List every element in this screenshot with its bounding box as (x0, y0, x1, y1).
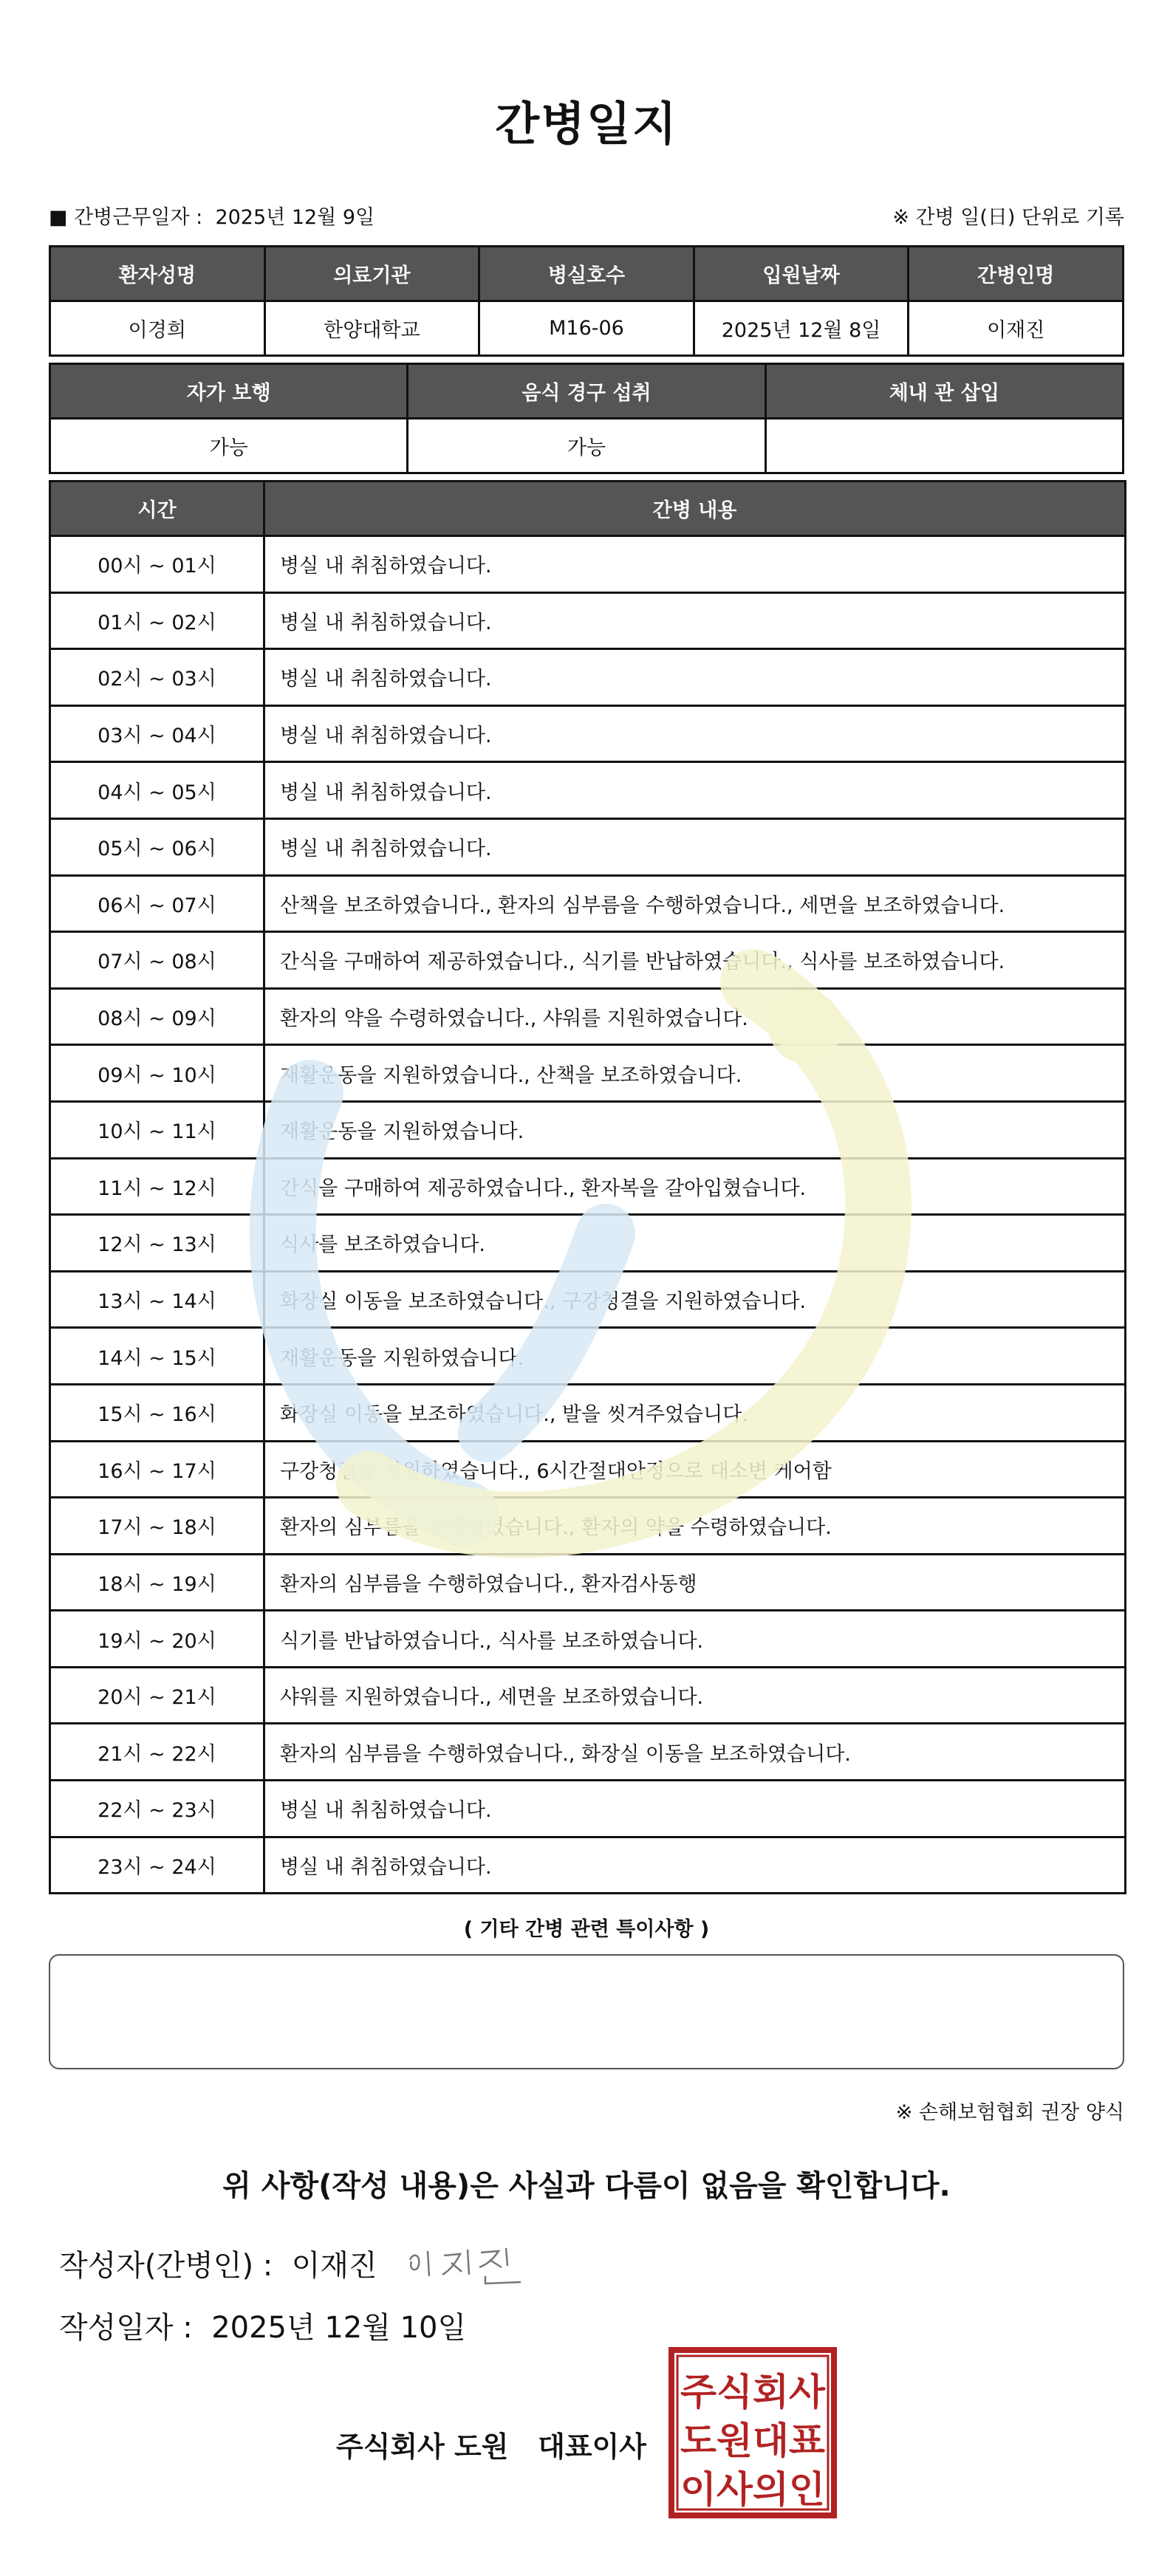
log-content: 간식을 구매하여 제공하였습니다., 환자복을 갈아입혔습니다. (264, 1158, 1126, 1215)
log-time: 19시 ~ 20시 (50, 1611, 264, 1668)
patient-name: 이경희 (50, 301, 265, 356)
log-time: 14시 ~ 15시 (50, 1328, 264, 1385)
log-time: 10시 ~ 11시 (50, 1101, 264, 1158)
company-name: 주식회사 도원 (336, 2431, 509, 2463)
room-number: M16-06 (479, 301, 694, 356)
log-body (50, 536, 1126, 1894)
log-time: 04시 ~ 05시 (50, 762, 264, 819)
log-content: 재활운동을 지원하였습니다. (264, 1101, 1126, 1158)
notes-box (49, 1954, 1124, 2069)
log-row (50, 1101, 1126, 1158)
log-content: 산책을 보조하였습니다., 환자의 심부름을 수행하였습니다., 세면을 보조하였습니다. (264, 875, 1126, 932)
log-row (50, 762, 1126, 819)
tube-insertion-value (765, 419, 1123, 473)
log-header-row (50, 482, 1126, 536)
log-content: 병실 내 취침하였습니다. (264, 762, 1126, 819)
log-content: 병실 내 취침하였습니다. (264, 705, 1126, 762)
header-admission-date: 입원날짜 (694, 247, 909, 301)
log-content: 재활운동을 지원하였습니다., 산책을 보조하였습니다. (264, 1045, 1126, 1102)
log-time: 11시 ~ 12시 (50, 1158, 264, 1215)
log-row (50, 1158, 1126, 1215)
seal-text-line-3: 이사의인 (680, 2468, 825, 2511)
header-oral-intake: 음식 경구 섭취 (408, 364, 765, 419)
log-row (50, 1328, 1126, 1385)
log-time: 08시 ~ 09시 (50, 988, 264, 1045)
log-row (50, 1498, 1126, 1555)
written-date-line (59, 2304, 466, 2346)
header-time: 시간 (50, 482, 264, 536)
log-time: 20시 ~ 21시 (50, 1667, 264, 1724)
writer-name: 이재진 (291, 2249, 377, 2283)
log-content: 식기를 반납하였습니다., 식사를 보조하였습니다. (264, 1611, 1126, 1668)
page-title: 간병일지 (495, 97, 678, 151)
company-line (336, 2424, 646, 2464)
log-row (50, 1837, 1126, 1894)
log-content: 환자의 심부름을 수행하였습니다., 환자의 약을 수령하였습니다. (264, 1498, 1126, 1555)
log-time: 05시 ~ 06시 (50, 818, 264, 875)
log-content: 화장실 이동을 보조하였습니다., 구강청결을 지원하였습니다. (264, 1271, 1126, 1328)
company-seal-stamp (668, 2347, 837, 2518)
log-row (50, 705, 1126, 762)
log-content: 환자의 심부름을 수행하였습니다., 환자검사동행 (264, 1554, 1126, 1611)
work-date-value: 2025년 12월 9일 (215, 206, 375, 229)
log-content: 재활운동을 지원하였습니다. (264, 1328, 1126, 1385)
patient-status-table (49, 363, 1124, 474)
log-row (50, 1667, 1126, 1724)
log-row (50, 649, 1126, 706)
record-unit-note: ※ 간병 일(日) 단위로 기록 (892, 206, 1124, 229)
log-time: 18시 ~ 19시 (50, 1554, 264, 1611)
patient-status-value-row (50, 419, 1124, 473)
hourly-care-log-table (49, 480, 1126, 1894)
self-walking-value: 가능 (50, 419, 408, 473)
log-content: 병실 내 취침하였습니다. (264, 536, 1126, 593)
log-time: 22시 ~ 23시 (50, 1781, 264, 1837)
header-room: 병실호수 (479, 247, 694, 301)
log-content: 병실 내 취침하였습니다. (264, 592, 1126, 649)
written-date-value: 2025년 12월 10일 (211, 2311, 467, 2345)
patient-info-table (49, 245, 1124, 357)
caregiver-name: 이재진 (909, 301, 1124, 356)
log-content: 병실 내 취침하였습니다. (264, 818, 1126, 875)
header-tube-insertion: 체내 관 삽입 (765, 364, 1123, 419)
log-time: 01시 ~ 02시 (50, 592, 264, 649)
header-hospital: 의료기관 (264, 247, 479, 301)
log-row (50, 1781, 1126, 1837)
log-row (50, 818, 1126, 875)
log-content: 화장실 이동을 보조하였습니다., 발을 씻겨주었습니다. (264, 1384, 1126, 1441)
notes-title: ( 기타 간병 관련 특이사항 ) (463, 1918, 710, 1941)
seal-text-line-1: 주식회사 (680, 2371, 826, 2414)
log-content: 식사를 보조하였습니다. (264, 1215, 1126, 1272)
log-row (50, 1045, 1126, 1102)
log-content: 병실 내 취침하였습니다. (264, 1781, 1126, 1837)
log-content: 병실 내 취침하였습니다. (264, 1837, 1126, 1894)
log-time: 12시 ~ 13시 (50, 1215, 264, 1272)
log-row (50, 1215, 1126, 1272)
log-time: 06시 ~ 07시 (50, 875, 264, 932)
log-row (50, 1554, 1126, 1611)
header-care-content: 간병 내용 (264, 482, 1126, 536)
patient-info-header-row (50, 247, 1124, 301)
writer-line (59, 2242, 377, 2284)
log-time: 09시 ~ 10시 (50, 1045, 264, 1102)
seal-text-line-2: 도원대표 (680, 2419, 826, 2462)
header-patient-name: 환자성명 (50, 247, 265, 301)
handwritten-signature (403, 2238, 536, 2289)
log-time: 02시 ~ 03시 (50, 649, 264, 706)
writer-label: 작성자(간병인) : (59, 2249, 273, 2283)
work-date-line (49, 201, 375, 230)
log-content: 환자의 심부름을 수행하였습니다., 화장실 이동을 보조하였습니다. (264, 1724, 1126, 1781)
log-content: 병실 내 취침하였습니다. (264, 649, 1126, 706)
header-caregiver-name: 간병인명 (909, 247, 1124, 301)
oral-intake-value: 가능 (408, 419, 765, 473)
log-row (50, 592, 1126, 649)
log-time: 03시 ~ 04시 (50, 705, 264, 762)
log-row (50, 1611, 1126, 1668)
patient-status-header-row (50, 364, 1124, 419)
log-time: 21시 ~ 22시 (50, 1724, 264, 1781)
confirmation-statement: 위 사항(작성 내용)은 사실과 다름이 없음을 확인합니다. (222, 2169, 951, 2203)
log-time: 15시 ~ 16시 (50, 1384, 264, 1441)
log-row (50, 1271, 1126, 1328)
log-row (50, 1724, 1126, 1781)
log-row (50, 1384, 1126, 1441)
work-date-label: ■ 간병근무일자 : (49, 206, 203, 229)
log-content: 샤워를 지원하였습니다., 세면을 보조하였습니다. (264, 1667, 1126, 1724)
company-role: 대표이사 (538, 2431, 647, 2463)
log-row (50, 875, 1126, 932)
written-date-label: 작성일자 : (59, 2311, 193, 2345)
log-row (50, 536, 1126, 593)
patient-info-value-row (50, 301, 1124, 356)
log-time: 13시 ~ 14시 (50, 1271, 264, 1328)
admission-date: 2025년 12월 8일 (694, 301, 909, 356)
log-time: 00시 ~ 01시 (50, 536, 264, 593)
log-row (50, 1441, 1126, 1498)
log-time: 17시 ~ 18시 (50, 1498, 264, 1555)
log-content: 간식을 구매하여 제공하였습니다., 식기를 반납하였습니다., 식사를 보조하였습니다. (264, 932, 1126, 989)
log-content: 환자의 약을 수령하였습니다., 샤워를 지원하였습니다. (264, 988, 1126, 1045)
log-time: 23시 ~ 24시 (50, 1837, 264, 1894)
form-source-note: ※ 손해보험협회 권장 양식 (895, 2101, 1124, 2124)
header-self-walking: 자가 보행 (50, 364, 408, 419)
log-content: 구강청결을 지원하였습니다., 6시간절대안정으로 대소변 케어함 (264, 1441, 1126, 1498)
log-row (50, 988, 1126, 1045)
log-time: 07시 ~ 08시 (50, 932, 264, 989)
log-row (50, 932, 1126, 989)
log-time: 16시 ~ 17시 (50, 1441, 264, 1498)
hospital-name: 한양대학교 (264, 301, 479, 356)
